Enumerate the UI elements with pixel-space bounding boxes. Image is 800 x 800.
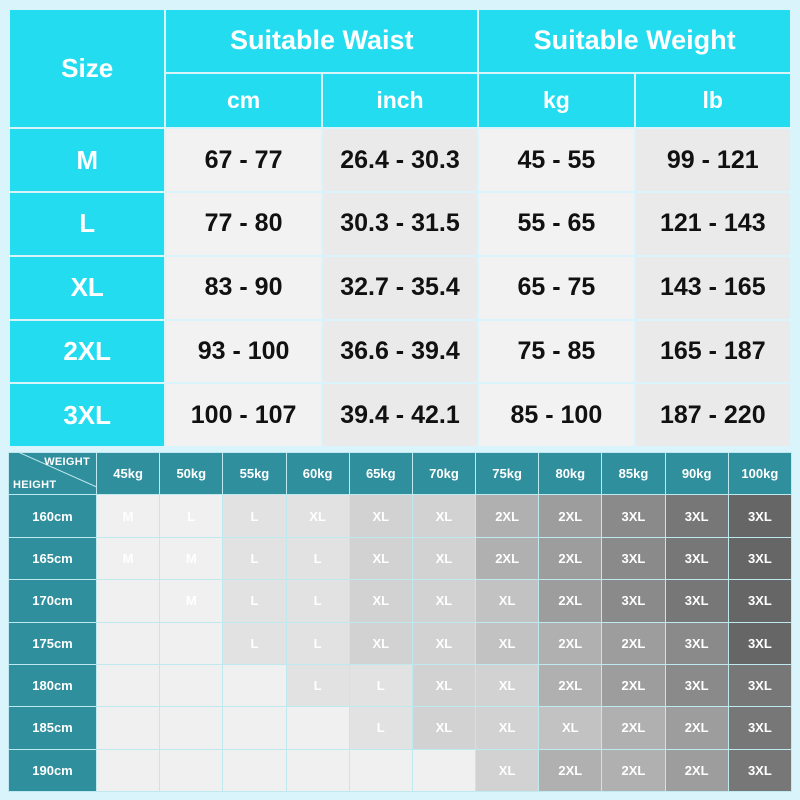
grid-size-cell: 2XL — [665, 707, 728, 749]
row-weight-kg: 85 - 100 — [479, 384, 633, 446]
row-weight-lb: 143 - 165 — [636, 257, 790, 319]
grid-size-cell: 3XL — [665, 537, 728, 579]
grid-size-cell: XL — [349, 495, 412, 537]
grid-size-cell: M — [160, 580, 223, 622]
grid-size-cell — [286, 707, 349, 749]
grid-size-cell — [97, 622, 160, 664]
grid-weight-header: 45kg — [97, 453, 160, 495]
grid-size-cell: XL — [476, 707, 539, 749]
header-waist-cm: cm — [166, 74, 320, 128]
header-suitable-waist: Suitable Waist — [166, 10, 477, 72]
grid-size-cell: XL — [412, 537, 475, 579]
grid-size-cell: L — [286, 580, 349, 622]
row-waist-cm: 100 - 107 — [166, 384, 320, 446]
header-size: Size — [10, 10, 164, 127]
grid-size-cell: XL — [412, 707, 475, 749]
grid-size-cell — [223, 664, 286, 706]
grid-size-cell: 2XL — [539, 622, 602, 664]
grid-weight-header: 90kg — [665, 453, 728, 495]
grid-size-cell: 2XL — [602, 749, 665, 791]
grid-size-cell: 2XL — [539, 495, 602, 537]
header-waist-inch: inch — [323, 74, 477, 128]
grid-size-cell: 3XL — [602, 537, 665, 579]
grid-size-cell: 3XL — [602, 580, 665, 622]
grid-size-cell: XL — [476, 580, 539, 622]
grid-size-cell: L — [223, 580, 286, 622]
grid-size-cell: XL — [349, 580, 412, 622]
grid-size-cell: XL — [476, 749, 539, 791]
grid-weight-header: 75kg — [476, 453, 539, 495]
grid-row — [9, 664, 792, 706]
grid-header-row — [9, 453, 792, 495]
row-size-label: 2XL — [10, 321, 164, 383]
grid-size-cell: 3XL — [728, 495, 791, 537]
grid-size-cell: 3XL — [728, 707, 791, 749]
height-weight-grid-container — [8, 452, 792, 792]
grid-size-cell — [160, 749, 223, 791]
header-weight-lb: lb — [636, 74, 790, 128]
grid-corner-cell — [9, 453, 97, 495]
table-row — [10, 321, 790, 383]
grid-size-cell: 3XL — [728, 664, 791, 706]
grid-size-cell: 2XL — [539, 749, 602, 791]
grid-size-cell: 3XL — [728, 622, 791, 664]
grid-size-cell — [97, 664, 160, 706]
grid-height-header: 170cm — [9, 580, 97, 622]
grid-size-cell — [97, 580, 160, 622]
grid-size-cell: 2XL — [476, 495, 539, 537]
grid-size-cell — [160, 622, 223, 664]
size-chart-table-container — [8, 8, 792, 448]
grid-size-cell: XL — [349, 537, 412, 579]
grid-size-cell — [412, 749, 475, 791]
grid-size-cell: L — [286, 664, 349, 706]
row-waist-inch: 32.7 - 35.4 — [323, 257, 477, 319]
grid-size-cell: XL — [349, 622, 412, 664]
grid-size-cell: L — [349, 664, 412, 706]
size-chart-table — [8, 8, 792, 448]
grid-row — [9, 537, 792, 579]
grid-size-cell: L — [223, 495, 286, 537]
grid-size-cell: XL — [412, 664, 475, 706]
grid-size-cell: XL — [286, 495, 349, 537]
grid-height-header: 190cm — [9, 749, 97, 791]
grid-weight-header: 70kg — [412, 453, 475, 495]
grid-weight-header: 65kg — [349, 453, 412, 495]
grid-weight-header: 55kg — [223, 453, 286, 495]
grid-size-cell: 2XL — [602, 707, 665, 749]
grid-weight-header: 60kg — [286, 453, 349, 495]
grid-size-cell: XL — [412, 495, 475, 537]
grid-size-cell: 2XL — [539, 664, 602, 706]
grid-size-cell — [160, 707, 223, 749]
grid-size-cell: XL — [476, 664, 539, 706]
grid-size-cell — [97, 749, 160, 791]
row-weight-lb: 165 - 187 — [636, 321, 790, 383]
grid-size-cell: L — [223, 537, 286, 579]
row-weight-kg: 75 - 85 — [479, 321, 633, 383]
corner-height-label: HEIGHT — [13, 479, 57, 492]
grid-size-cell: 2XL — [539, 537, 602, 579]
grid-weight-header: 80kg — [539, 453, 602, 495]
row-waist-cm: 93 - 100 — [166, 321, 320, 383]
grid-size-cell: M — [160, 537, 223, 579]
grid-size-cell: XL — [539, 707, 602, 749]
row-waist-cm: 77 - 80 — [166, 193, 320, 255]
height-weight-grid — [8, 452, 792, 792]
grid-size-cell: L — [286, 622, 349, 664]
grid-size-cell: 2XL — [539, 580, 602, 622]
grid-row — [9, 749, 792, 791]
grid-size-cell: 2XL — [476, 537, 539, 579]
grid-size-cell: XL — [412, 622, 475, 664]
grid-size-cell: M — [97, 537, 160, 579]
grid-size-cell — [160, 664, 223, 706]
grid-height-header: 175cm — [9, 622, 97, 664]
row-waist-inch: 39.4 - 42.1 — [323, 384, 477, 446]
grid-size-cell: L — [223, 622, 286, 664]
grid-row — [9, 580, 792, 622]
grid-size-cell: 3XL — [665, 664, 728, 706]
table-row — [10, 257, 790, 319]
row-size-label: M — [10, 129, 164, 191]
grid-size-cell: L — [160, 495, 223, 537]
grid-height-header: 160cm — [9, 495, 97, 537]
grid-size-cell: 2XL — [665, 749, 728, 791]
row-weight-kg: 55 - 65 — [479, 193, 633, 255]
grid-size-cell: 3XL — [665, 495, 728, 537]
grid-size-cell: 3XL — [728, 749, 791, 791]
grid-size-cell — [223, 707, 286, 749]
grid-row — [9, 707, 792, 749]
grid-weight-header: 100kg — [728, 453, 791, 495]
grid-size-cell — [286, 749, 349, 791]
grid-size-cell: 3XL — [602, 495, 665, 537]
grid-height-header: 185cm — [9, 707, 97, 749]
row-waist-inch: 26.4 - 30.3 — [323, 129, 477, 191]
row-weight-lb: 99 - 121 — [636, 129, 790, 191]
table-row — [10, 384, 790, 446]
row-weight-kg: 45 - 55 — [479, 129, 633, 191]
grid-size-cell: XL — [476, 622, 539, 664]
row-size-label: L — [10, 193, 164, 255]
corner-weight-label: WEIGHT — [44, 456, 90, 468]
row-weight-kg: 65 - 75 — [479, 257, 633, 319]
grid-size-cell: 3XL — [665, 622, 728, 664]
grid-size-cell: L — [286, 537, 349, 579]
row-waist-cm: 67 - 77 — [166, 129, 320, 191]
row-weight-lb: 187 - 220 — [636, 384, 790, 446]
row-weight-lb: 121 - 143 — [636, 193, 790, 255]
grid-size-cell: 2XL — [602, 622, 665, 664]
table-row — [10, 193, 790, 255]
row-size-label: 3XL — [10, 384, 164, 446]
grid-size-cell: 2XL — [602, 664, 665, 706]
grid-size-cell — [349, 749, 412, 791]
grid-size-cell: 3XL — [665, 580, 728, 622]
grid-height-header: 180cm — [9, 664, 97, 706]
table-row — [10, 129, 790, 191]
grid-size-cell: L — [349, 707, 412, 749]
grid-row — [9, 622, 792, 664]
row-waist-inch: 30.3 - 31.5 — [323, 193, 477, 255]
grid-size-cell: 3XL — [728, 580, 791, 622]
grid-weight-header: 50kg — [160, 453, 223, 495]
row-size-label: XL — [10, 257, 164, 319]
grid-size-cell: XL — [412, 580, 475, 622]
grid-size-cell — [223, 749, 286, 791]
table-header-row-1 — [10, 10, 790, 72]
grid-height-header: 165cm — [9, 537, 97, 579]
row-waist-cm: 83 - 90 — [166, 257, 320, 319]
header-weight-kg: kg — [479, 74, 633, 128]
grid-row — [9, 495, 792, 537]
header-suitable-weight: Suitable Weight — [479, 10, 790, 72]
grid-size-cell: 3XL — [728, 537, 791, 579]
grid-size-cell: M — [97, 495, 160, 537]
grid-size-cell — [97, 707, 160, 749]
row-waist-inch: 36.6 - 39.4 — [323, 321, 477, 383]
grid-weight-header: 85kg — [602, 453, 665, 495]
